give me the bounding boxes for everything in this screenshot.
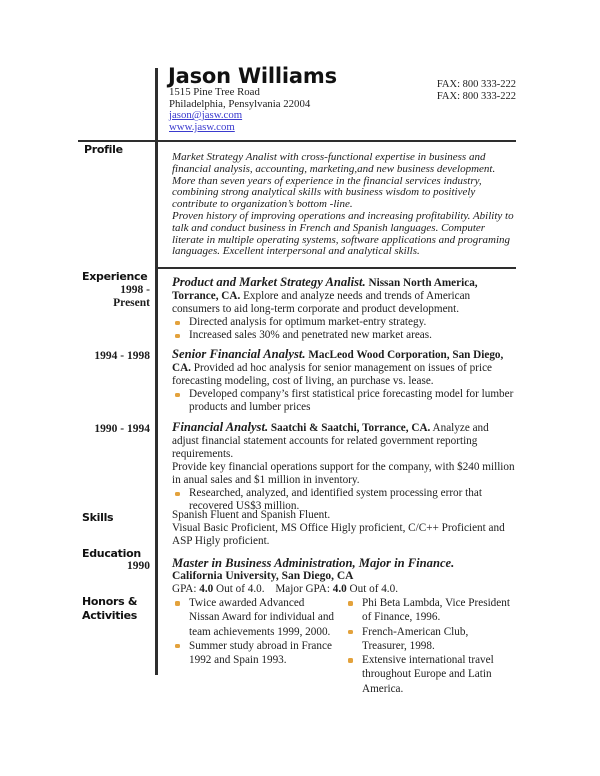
bullet-item: Increased sales 30% and penetrated new market areas. (172, 329, 516, 342)
experience-top-rule (155, 267, 516, 269)
bullet-item: Extensive international travel throughout Europe and Latin America. (345, 653, 512, 696)
job-title: Financial Analyst. (172, 420, 269, 434)
date-line: 1994 - 1998 (94, 350, 150, 362)
fax-block (437, 79, 516, 103)
label-line: Honors & (82, 595, 138, 608)
major-gpa-value: 4.0 (332, 583, 347, 595)
job-summary: Provided ad hoc analysis for senior management on issues of price forecasting modeling, cost of living, an purchase vs. lease. (172, 362, 493, 387)
honors-bullet-list (345, 596, 512, 696)
bullet-item: Twice awarded Advanced Nissan Award for individual and team achievements 1999, 2000. (172, 596, 334, 639)
degree-title: Master in Business Administration, Major in Finance. (172, 556, 455, 570)
fax-line: FAX: 800 333-222 (436, 79, 516, 90)
bullet-item: Summer study abroad in France 1992 and Spain 1993. (172, 639, 334, 668)
profile-paragraph: Market Strategy Analist with cross-functional expertise in business and financial analysis, accounting, marketing,and new business development. More than seven years of experience in the financial services industry, combining strong analytical skills with business wisdom to positively contribute to organization’s bottom -line. (172, 151, 496, 211)
section-label-honors (82, 595, 137, 622)
date-line: 1998 - (120, 284, 150, 296)
bullet-item: French-American Club, Treasurer, 1998. (345, 625, 512, 654)
job-entry (172, 348, 516, 414)
education-block (172, 557, 516, 596)
job-bullet-list (172, 316, 516, 342)
job-summary: Explore and analyze needs and trends of American consumers to aid long-term corporate and product development. (172, 290, 471, 315)
job-dates (0, 423, 150, 436)
bullet-item: Directed analysis for optimum market-entry strategy. (172, 316, 516, 329)
education-year (0, 560, 150, 573)
section-label-profile: Profile (84, 143, 123, 156)
address-line: Philadelphia, Pensylvania 22004 (169, 97, 311, 110)
gpa-suffix: Out of 4.0. (216, 583, 265, 595)
honors-bullet-list (172, 596, 334, 667)
major-gpa-prefix: Major GPA: (275, 583, 330, 595)
honors-right-column (345, 596, 512, 696)
job-description (172, 348, 516, 388)
job-company: MacLeod Wood Corporation, San Diego, CA. (172, 349, 504, 374)
date-line: 1990 (127, 560, 150, 572)
job-entry (172, 421, 516, 513)
skills-text (172, 509, 516, 548)
fax-line: FAX: 800 333-222 (436, 90, 516, 102)
email-link[interactable]: jason@jasw.com (169, 109, 243, 122)
skills-line: Visual Basic Proficient, MS Office Higly proficient, C/C++ Proficient and ASP Higly proficient. (172, 522, 505, 547)
address-block (169, 87, 310, 133)
website-link[interactable]: www.jasw.com (169, 120, 235, 133)
date-line: Present (113, 297, 150, 309)
header-bottom-rule (78, 140, 516, 142)
job-title: Product and Market Strategy Analist. (172, 275, 366, 289)
honors-left-column (172, 596, 334, 667)
address-line: 1515 Pine Tree Road (169, 86, 260, 98)
gpa-prefix: GPA: (172, 583, 197, 595)
job-company: Nissan North America, Torrance, CA. (172, 277, 478, 302)
bullet-item: Phi Beta Lambda, Vice President of Finance, 1996. (345, 596, 512, 625)
job-entry (172, 276, 516, 342)
date-line: 1990 - 1994 (94, 423, 150, 435)
gpa-line (172, 583, 516, 596)
section-label-experience: Experience (82, 270, 148, 283)
job-description (172, 276, 516, 316)
skills-line: Spanish Fluent and Spanish Fluent. (172, 509, 331, 521)
job-summary-2: Provide key financial operations support for the company, with $240 million in anual sales and $1 million in inventory. (172, 461, 515, 486)
bullet-item: Developed company’s first statistical price forecasting model for lumber products and lumber prices (172, 388, 516, 414)
job-summary: Analyze and adjust financial statement accounts for related government reporting requirements. (172, 422, 489, 460)
section-label-education: Education (82, 547, 141, 560)
job-company: Saatchi & Saatchi, Torrance, CA. (270, 422, 431, 434)
gpa-value: 4.0 (199, 583, 214, 595)
profile-paragraph: Proven history of improving operations and increasing profitability. Ability to talk and conduct business in French and Spanish languages. Computer literate in multiple operating systems, software applications and programing languages. Excellent interpersonal and analytical skills. (172, 209, 514, 258)
school-name: California University, San Diego, CA (172, 570, 354, 582)
major-gpa-suffix: Out of 4.0. (349, 583, 398, 595)
vertical-divider-rule (155, 68, 158, 675)
job-dates (0, 350, 150, 363)
job-bullet-list (172, 388, 516, 414)
profile-text (172, 152, 518, 258)
label-line: Activities (82, 608, 138, 622)
job-dates (0, 284, 150, 310)
job-title: Senior Financial Analyst. (172, 347, 306, 361)
section-label-skills: Skills (82, 511, 114, 524)
bullet-item: Researched, analyzed, and identified system processing error that recovered US$3 million. (172, 487, 516, 513)
person-name: Jason Williams (168, 64, 337, 88)
job-description (172, 421, 516, 461)
